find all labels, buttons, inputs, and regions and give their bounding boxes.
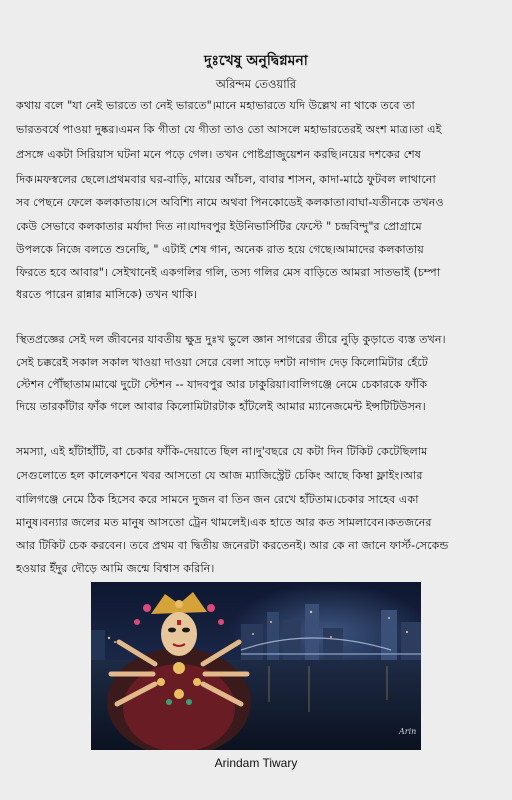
durga-idol-photo xyxy=(91,582,421,750)
paragraph-line: দিক।মফস্বলের ছেলে।প্রথমবার ঘর-বাড়ি, মায়ের আঁচল, বাবার শাসন, কাদা-মাঠে ফুটবল লাথানো xyxy=(16,173,436,186)
article-title: দুঃখেষু অনুদ্বিগ্নমনা xyxy=(204,53,308,69)
paragraph-line: দিয়ে তারকাঁটার ফাঁক গলে আবার কিলোমিটারটাক হাঁটলেই আমার ম্যানেজমেন্ট ইন্সটিটিউসন। xyxy=(16,400,426,413)
paragraph-line: সেগুলোতে হল কালেকশনে খবর আসতো যে আজ ম্যাজিস্ট্রেট চেকিং আছে কিম্বা ফ্লাইং।আর xyxy=(16,469,423,482)
paragraph-line: ভারতবর্ষে পাওয়া দুষ্কর।এমন কি গীতা যে গীতা তাও তো আসলে মহাভারতেরই অংশ মাত্র।তা এই xyxy=(16,123,442,136)
article-author: অরিন্দম তেওয়ারি xyxy=(215,77,297,91)
photo-caption: Arindam Tiwary xyxy=(214,756,298,770)
photo-signature: Arin xyxy=(399,727,417,736)
paragraph-line: হওয়ার ইঁদুর দৌড়ে আমি জন্মে বিশ্বাস করিনি। xyxy=(16,562,215,575)
paragraph-line: মানুষ।বন্যার জলের মত মানুষ আসতো ট্রেন থামলেই।এক হাতে আর কত সামলাবেন।কতজনের xyxy=(16,516,432,529)
paragraph-line: আর টিকিট চেক করবেন। তবে প্রথম বা দ্বিতীয় জনেরটা করতেনই। আর কে না জানে ফার্স্ট-সেকেন্ড xyxy=(16,539,449,552)
paragraph-line: বালিগঞ্জে নেমে ঠিক হিসেব করে সামনে দুজন বা তিন জন রেখে হাঁটতাম।চেকার সাহেব একা xyxy=(16,493,419,506)
paragraph-line: সমস্যা, এই হাঁটাহাঁটি, বা চেকার ফাঁকি-দেয়াতে ছিল না।দু'বছরে যে কটা দিন টিকিট কেটেছিলাম xyxy=(16,445,428,458)
paragraph-line: উপলকে নিজে বলতে শুনেছি, " এটাই শেষ গান, অনেক রাত হয়ে গেছে।আমাদের কলকাতায় xyxy=(16,243,424,256)
paragraph-line: প্রসঙ্গে একটা সিরিয়াস ঘটনা মনে পড়ে গেল। তখন পোষ্টগ্রাজুয়েশন করছি।নয়ের দশকের শেষ xyxy=(16,148,421,161)
paragraph-line: ফিরতে হবে আবার"। সেইখানেই একগলির গলি, তস্য গলির মেস বাড়িতে আমরা সাতভাই (চম্পা xyxy=(16,266,441,279)
paragraph-line: স্টেশন পৌঁছাতাম।মাঝে দুটো স্টেশন -- যাদবপুর আর ঢাকুরিয়া।বালিগঞ্জে নেমে চেকারকে ফাঁকি xyxy=(16,378,428,391)
paragraph-line: সব পেছনে ফেলে কলকাতায়।সে অবিশ্যি নামে অথবা পিনকোডেই কলকাতা।বাঘা-যতীনকে তখনও xyxy=(16,196,444,209)
paragraph-line: কেউ সেভাবে কলকাতার মর্যাদা দিত না।যাদবপুর ইউনিভার্সিটির ফেস্টে " চন্দ্রবিন্দু"র প্রোগ্রামে xyxy=(16,220,422,233)
paragraph-line: ধরতে পারেন রান্নার মাসিকে) তখন থাকি। xyxy=(16,288,198,301)
paragraph-line: সেই চক্করেই সকাল সকাল খাওয়া দাওয়া সেরে বেলা সাড়ে দশটা নাগাদ দেড় কিলোমিটার হেঁটে xyxy=(16,356,428,369)
paragraph-line: কথায় বলে "যা নেই ভারতে তা নেই ভারতে"।মানে মহাভারতে যদি উল্লেখ না থাকে তবে তা xyxy=(16,99,415,112)
paragraph-line: স্থিতপ্রজ্ঞের সেই দল জীবনের যাবতীয় ক্ষুদ্র দুঃখ ভুলে জ্ঞান সাগরের তীরে নুড়ি কুড়াতে ব্যস্ত তখন। xyxy=(16,333,446,346)
